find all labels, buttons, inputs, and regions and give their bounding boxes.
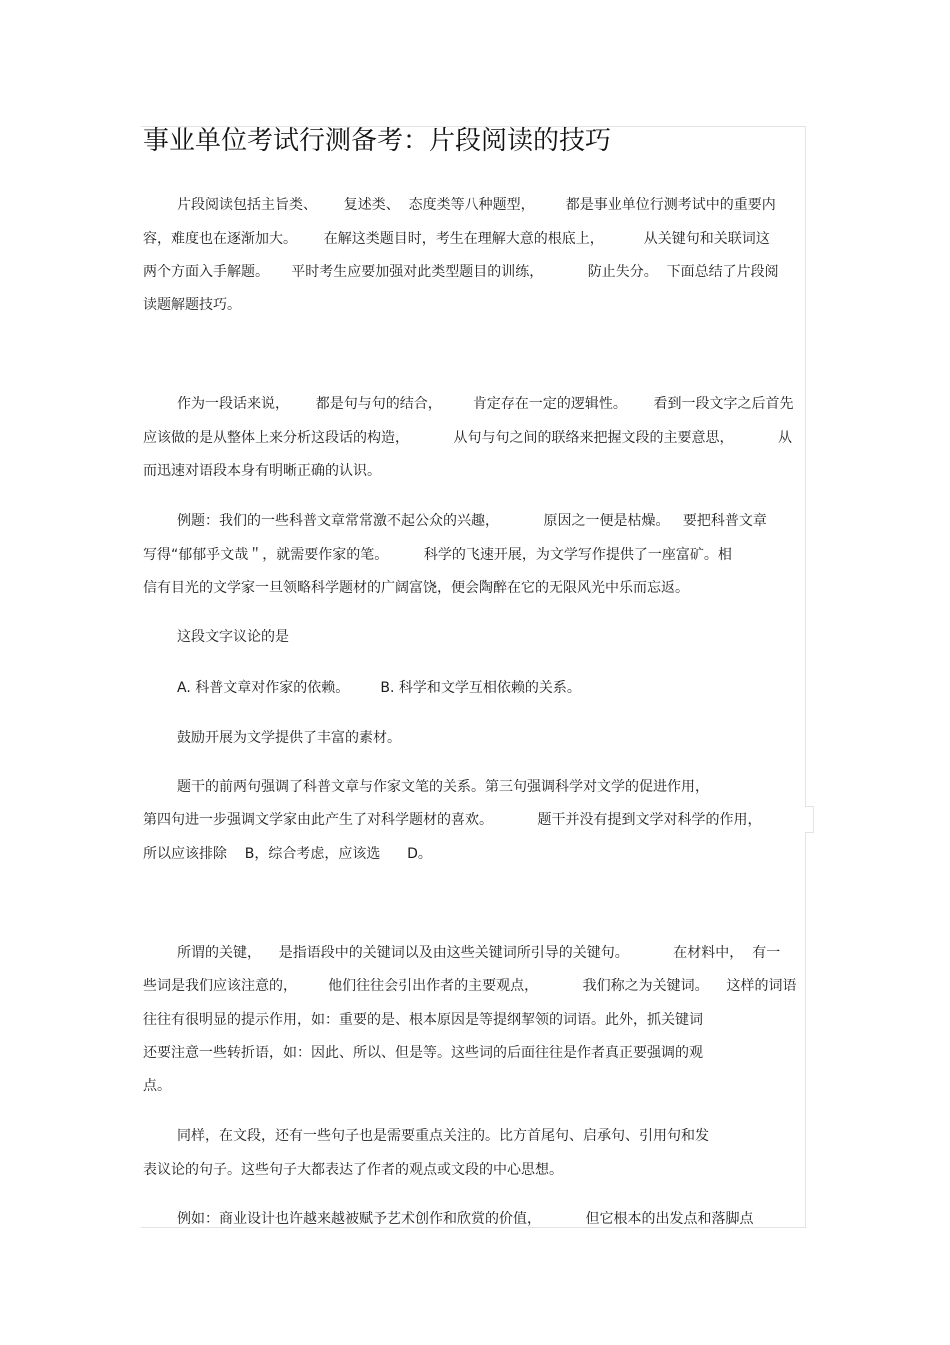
paragraph-line: 读题解题技巧。 <box>143 297 241 313</box>
question-line: 这段文字议论的是 <box>177 629 289 645</box>
page-border-notch <box>805 806 814 833</box>
analysis-line: 所以应该排除 B，综合考虑，应该选 D。 <box>143 846 432 862</box>
option-line: A. 科普文章对作家的依赖。 B. 科学和文学互相依赖的关系。 <box>177 680 581 696</box>
paragraph-line: 所谓的关键， 是指语段中的关键词以及由这些关键词所引导的关键句。 在材料中， 有一 <box>177 945 781 961</box>
paragraph-line: 表议论的句子。这些句子大都表达了作者的观点或文段的中心思想。 <box>143 1162 563 1178</box>
paragraph-line: 容，难度也在逐渐加大。 在解这类题目时，考生在理解大意的根底上， 从关键句和关联词这 <box>143 231 770 247</box>
analysis-line: 题干的前两句强调了科普文章与作家文笔的关系。第三句强调科学对文学的促进作用， <box>177 779 709 795</box>
paragraph-line: 同样，在文段，还有一些句子也是需要重点关注的。比方首尾句、启承句、引用句和发 <box>177 1128 709 1144</box>
analysis-line: 第四句进一步强调文学家由此产生了对科学题材的喜欢。 题干并没有提到文学对科学的作用， <box>143 812 762 828</box>
paragraph-line: 还要注意一些转折语，如：因此、所以、但是等。这些词的后面往往是作者真正要强调的观 <box>143 1045 703 1061</box>
paragraph-line: 点。 <box>143 1078 171 1094</box>
paragraph-line: 而迅速对语段本身有明晰正确的认识。 <box>143 463 381 479</box>
paragraph-line: 作为一段话来说， 都是句与句的结合， 肯定存在一定的逻辑性。 看到一段文字之后首先 <box>177 396 794 412</box>
option-line: 鼓励开展为文学提供了丰富的素材。 <box>177 730 401 746</box>
example-line: 写得“郁郁乎文哉＂，就需要作家的笔。 科学的飞速开展，为文学写作提供了一座富矿。相 <box>143 547 732 563</box>
paragraph-line: 应该做的是从整体上来分析这段话的构造， 从句与句之间的联络来把握文段的主要意思， 从 <box>143 430 793 446</box>
paragraph-line: 两个方面入手解题。 平时考生应要加强对此类型题目的训练， 防止失分。 下面总结了片段阅 <box>143 264 779 280</box>
document-title: 事业单位考试行测备考：片段阅读的技巧 <box>143 126 612 156</box>
paragraph-line: 往往有很明显的提示作用，如：重要的是、根本原因是等提纲挈领的词语。此外，抓关键词 <box>143 1012 703 1028</box>
example-line: 例题：我们的一些科普文章常常激不起公众的兴趣， 原因之一便是枯燥。 要把科普文章 <box>177 513 767 529</box>
example-line: 信有目光的文学家一旦领略科学题材的广阔富饶，便会陶醉在它的无限风光中乐而忘返。 <box>143 580 689 596</box>
paragraph-line: 些词是我们应该注意的， 他们往往会引出作者的主要观点， 我们称之为关键词。 这样的词语 <box>143 978 797 994</box>
example-line: 例如：商业设计也许越来越被赋予艺术创作和欣赏的价值， 但它根本的出发点和落脚点 <box>177 1211 754 1227</box>
paragraph-line: 片段阅读包括主旨类、 复述类、 态度类等八种题型， 都是事业单位行测考试中的重要内 <box>177 197 776 213</box>
